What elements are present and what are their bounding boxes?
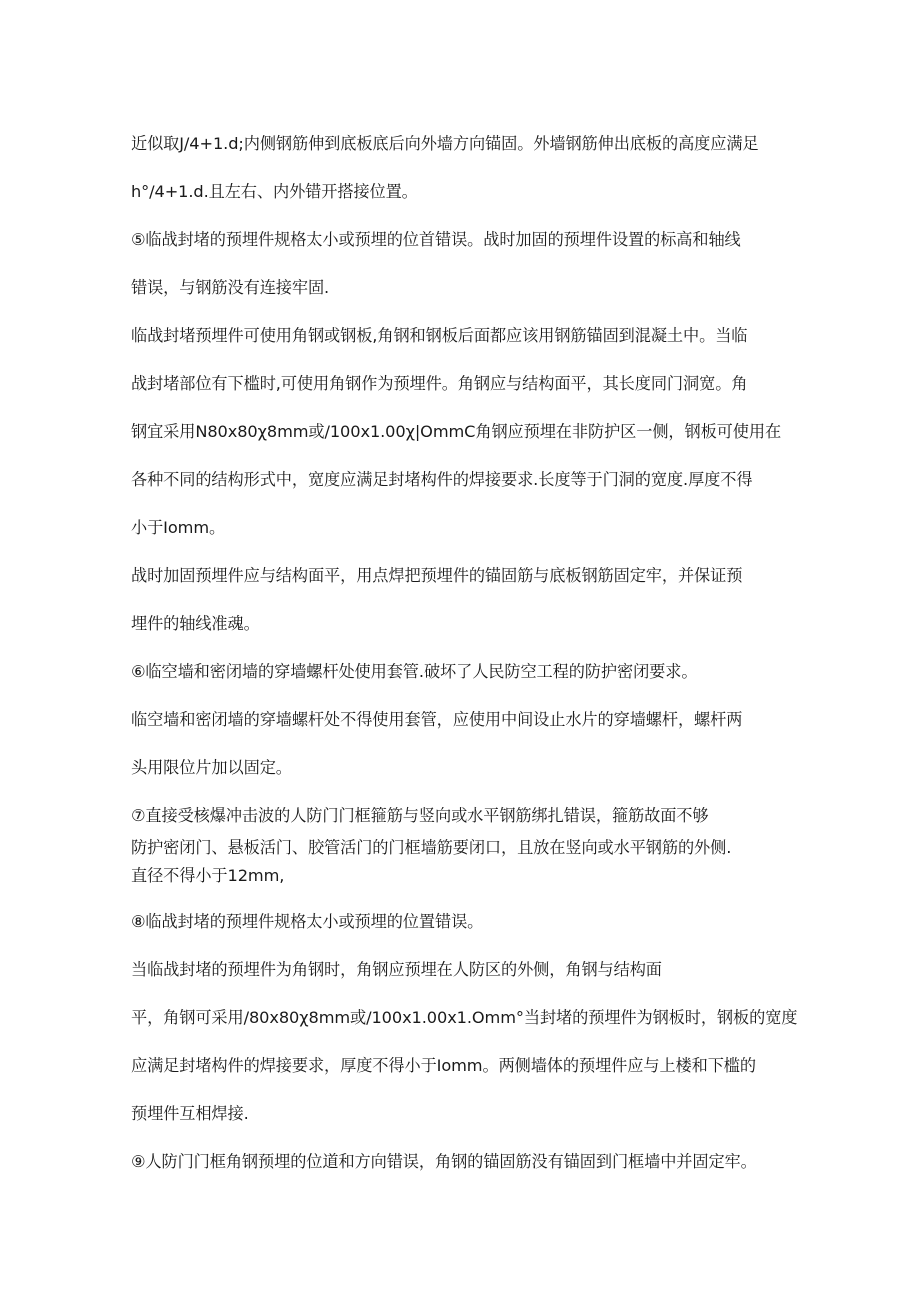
text-line: 头用限位片加以固定。 (131, 758, 292, 777)
text-line: 钢宜采用N80x80χ8mm或/100x1.00χ|OmmC角钢应预埋在非防护区一侧，钢板可使用在 (131, 422, 782, 441)
text-line: 近似取J/4+1.d;内侧钢筋伸到底板底后向外墙方向锚固。外墙钢筋伸出底板的高度应满足 (131, 134, 759, 153)
section-heading-8: ⑧临战封堵的预埋件规格太小或预埋的位置错误。 (131, 912, 484, 931)
text-line: 各种不同的结构形式中，宽度应满足封堵构件的焊接要求.长度等于门洞的宽度.厚度不得 (131, 470, 753, 489)
text-line: 小于Iomm。 (131, 518, 226, 537)
section-heading-5: ⑤临战封堵的预埋件规格太小或预埋的位首错误。战时加固的预埋件设置的标高和轴线 (131, 230, 741, 249)
text-line: 临空墙和密闭墙的穿墙螺杆处不得使用套管，应使用中间设止水片的穿墙螺杆，螺杆两 (131, 710, 743, 729)
text-line: h°/4+1.d.且左右、内外错开搭接位置。 (131, 182, 418, 201)
text-line: 防护密闭门、悬板活门、胶管活门的门框墙筋要闭口，且放在竖向或水平钢筋的外侧. (131, 838, 732, 857)
text-line: 预埋件互相焊接. (131, 1104, 249, 1123)
text-line: 错误，与钢筋没有连接牢固. (131, 278, 330, 297)
text-line: 直径不得小于12mm, (131, 866, 285, 885)
section-heading-9: ⑨人防门门框角钢预埋的位道和方向错误，角钢的锚固筋没有锚固到门框墙中并固定牢。 (131, 1152, 757, 1171)
text-line: 战封堵部位有下槛时,可使用角钢作为预埋件。角钢应与结构面平，其长度同门洞宽。角 (131, 374, 748, 393)
section-heading-6: ⑥临空墙和密闭墙的穿墙螺杆处使用套管.破坏了人民防空工程的防护密闭要求。 (131, 662, 698, 681)
text-line: 平，角钢可采用/80x80χ8mm或/100x1.00x1.Omm°当封堵的预埋件为钢板时，钢板的宽度 (131, 1008, 798, 1027)
text-line: 埋件的轴线准魂。 (131, 614, 260, 633)
text-line: 临战封堵预埋件可使用角钢或钢板,角钢和钢板后面都应该用钢筋锚固到混凝土中。当临 (131, 326, 748, 345)
text-line: 应满足封堵构件的焊接要求，厚度不得小于Iomm。两侧墙体的预埋件应与上楼和下槛的 (131, 1056, 756, 1075)
section-heading-7: ⑦直接受核爆冲击波的人防门门框箍筋与竖向或水平钢筋绑扎错误，箍筋故面不够 (131, 806, 709, 825)
text-line: 战时加固预埋件应与结构面平，用点焊把预埋件的锚固筋与底板钢筋固定牢，并保证预 (131, 566, 743, 585)
text-line: 当临战封堵的预埋件为角钢时，角钢应预埋在人防区的外侧，角钢与结构面 (131, 960, 662, 979)
